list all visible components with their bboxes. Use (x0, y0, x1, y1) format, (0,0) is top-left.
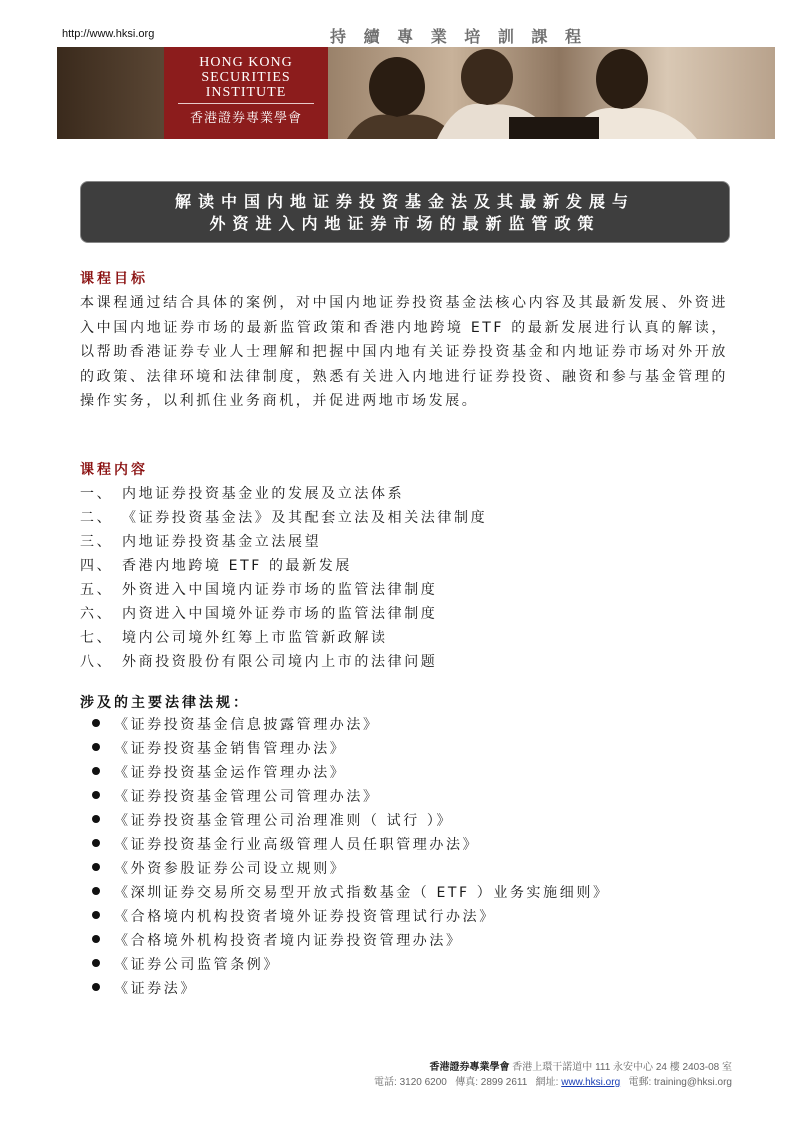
email-label: 電郵: (628, 1077, 652, 1088)
website-url[interactable]: http://www.hksi.org (62, 28, 155, 40)
content-item (80, 578, 487, 602)
content-heading: 课程内容 (80, 462, 148, 478)
law-item-text: 《证券投资基金信息披露管理办法》 (114, 717, 380, 733)
law-item (92, 785, 610, 809)
law-item (92, 809, 610, 833)
bullet-icon (92, 839, 100, 847)
content-item (80, 650, 487, 674)
content-item (80, 554, 487, 578)
hksi-logo (164, 47, 328, 139)
law-item (92, 761, 610, 785)
content-item-number: 六、 (80, 606, 114, 622)
content-item-text: 香港内地跨境 ETF 的最新发展 (122, 558, 352, 574)
law-item-text: 《证券投资基金运作管理办法》 (114, 765, 347, 781)
laws-heading: 涉及的主要法律法规： (80, 695, 250, 711)
logo-chinese: 香港證券專業學會 (189, 110, 302, 125)
logo-line3: INSTITUTE (205, 85, 287, 100)
law-item-text: 《证券投资基金行业高级管理人员任职管理办法》 (114, 837, 480, 853)
law-item (92, 977, 610, 1001)
law-item-text: 《合格境外机构投资者境内证券投资管理办法》 (114, 933, 463, 949)
objectives-text: 本课程通过结合具体的案例，对中国内地证券投资基金法核心内容及其最新发展、外资进入中国内地证券市场的最新监管政策和香港内地跨境 ETF 的最新发展进行认真的解读，以帮助香港证券专业人士理解和把握中国内地有关证券投资基金和内地证券市场对外开放的政策、法律环境和法律制度，熟悉有关进入内地进行证券投资、融资和参与基金管理的操作实务，以利抓住业务商机，并促进两地市场发展。 (80, 295, 728, 409)
law-item-text: 《证券投资基金管理公司管理办法》 (114, 789, 380, 805)
content-item-text: 外商投资股份有限公司境内上市的法律问题 (122, 654, 438, 670)
bullet-icon (92, 911, 100, 919)
content-list (80, 482, 487, 674)
content-item-text: 内地证券投资基金立法展望 (122, 534, 322, 550)
bullet-icon (92, 983, 100, 991)
law-item-text: 《深圳证券交易所交易型开放式指数基金（ ETF ）业务实施细则》 (114, 885, 610, 901)
law-item-text: 《证券投资基金销售管理办法》 (114, 741, 347, 757)
law-item (92, 857, 610, 881)
course-title-box (80, 181, 730, 243)
laws-list (92, 713, 610, 1001)
course-title-line1: 解读中国内地证券投资基金法及其最新发展与 (174, 192, 635, 211)
law-item (92, 881, 610, 905)
content-item-text: 《证券投资基金法》及其配套立法及相关法律制度 (122, 510, 488, 526)
law-item (92, 905, 610, 929)
phone-label: 電話: (374, 1077, 397, 1088)
law-item-text: 《合格境内机构投资者境外证券投资管理试行办法》 (114, 909, 496, 925)
content-item-text: 境内公司境外红筹上市监管新政解读 (122, 630, 388, 646)
law-item (92, 929, 610, 953)
header-banner (57, 47, 775, 139)
objectives-heading: 课程目标 (80, 271, 148, 287)
law-item (92, 953, 610, 977)
web-label: 網址: (535, 1077, 559, 1088)
bullet-icon (92, 791, 100, 799)
content-item-text: 外资进入中国境内证券市场的监管法律制度 (122, 582, 438, 598)
law-item-text: 《证券法》 (114, 981, 197, 997)
fax-label: 傳真: (455, 1077, 478, 1088)
bullet-icon (92, 935, 100, 943)
content-item (80, 602, 487, 626)
course-title-line2: 外资进入内地证券市场的最新监管政策 (209, 214, 601, 233)
phone-number: 3120 6200 (399, 1077, 447, 1088)
content-item-number: 三、 (80, 534, 114, 550)
law-item-text: 《证券公司监管条例》 (114, 957, 280, 973)
bullet-icon (92, 863, 100, 871)
bullet-icon (92, 815, 100, 823)
bullet-icon (92, 959, 100, 967)
content-item-number: 二、 (80, 510, 114, 526)
bullet-icon (92, 887, 100, 895)
bullet-icon (92, 743, 100, 751)
logo-divider (178, 103, 314, 104)
law-item (92, 713, 610, 737)
content-item (80, 530, 487, 554)
content-item-number: 八、 (80, 654, 114, 670)
logo-line1: HONG KONG (199, 55, 293, 70)
footer-address-line (430, 1058, 732, 1073)
law-item-text: 《证券投资基金管理公司治理准则（ 试行 ）》 (114, 813, 454, 829)
content-item (80, 626, 487, 650)
bullet-icon (92, 767, 100, 775)
footer-address: 香港上環干諾道中 111 永安中心 24 樓 2403-08 室 (512, 1062, 732, 1073)
content-item-number: 五、 (80, 582, 114, 598)
fax-number: 2899 2611 (480, 1077, 528, 1088)
email-address[interactable]: training@hksi.org (654, 1077, 732, 1088)
footer-contact-line (374, 1073, 732, 1088)
law-item-text: 《外资参股证券公司设立规则》 (114, 861, 347, 877)
law-item (92, 737, 610, 761)
footer-org: 香港證券專業學會 (429, 1062, 510, 1073)
program-title: 持 續 專 業 培 訓 課 程 (330, 27, 587, 46)
content-item-text: 内地证券投资基金业的发展及立法体系 (122, 486, 405, 502)
law-item (92, 833, 610, 857)
content-item-number: 四、 (80, 558, 114, 574)
website-link[interactable]: www.hksi.org (561, 1077, 621, 1088)
bullet-icon (92, 719, 100, 727)
content-item (80, 506, 487, 530)
content-item (80, 482, 487, 506)
logo-line2: SECURITIES (201, 70, 291, 85)
content-item-number: 七、 (80, 630, 114, 646)
content-item-text: 内资进入中国境外证券市场的监管法律制度 (122, 606, 438, 622)
content-item-number: 一、 (80, 486, 114, 502)
